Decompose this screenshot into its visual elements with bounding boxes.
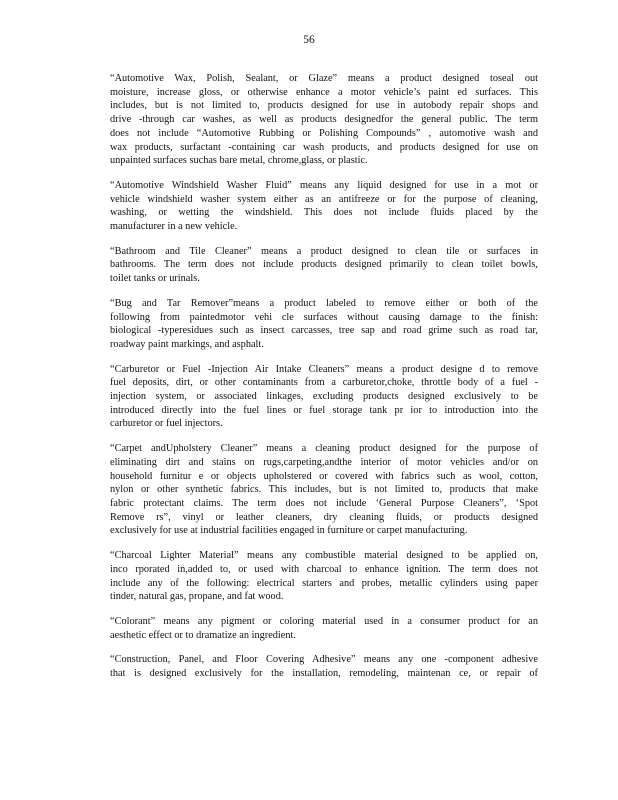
text-line: eliminating dirt and stains on rugs,carpeting,andthe interior of motor vehicles and/or on — [110, 456, 538, 468]
text-line: fuel deposits, dirt, or other contaminants from a carburetor,choke, throttle body of a fuel - — [110, 377, 538, 389]
text-line: manufacturer in a new vehicle. — [110, 221, 238, 233]
text-line: includes, but is not limited to, products designed for use in autobody repair shops and — [110, 100, 538, 112]
text-line: exclusively for use at industrial facilities engaged in furniture or carpet manufacturing. — [110, 525, 468, 537]
text-line: injection system, or associated linkages, excluding products designed exclusively to be — [110, 391, 538, 403]
text-line: “Bathroom and Tile Cleaner” means a product designed to clean tile or surfaces in — [110, 245, 538, 257]
definition-windshield-washer-fluid — [110, 179, 538, 234]
definition-carburetor-cleaners — [110, 363, 538, 432]
text-line: unpainted surfaces suchas bare metal, chrome,glass, or plastic. — [110, 155, 368, 167]
text-line: nylon or other synthetic fabrics. This includes, but is not limited to, products that make — [110, 484, 538, 496]
text-line: “Carpet andUpholstery Cleaner” means a cleaning product designed for the purpose of — [110, 443, 538, 455]
text-line: roadway paint markings, and asphalt. — [110, 338, 264, 350]
text-line: does not include “Automotive Rubbing or Polishing Compounds” , automotive wash and — [110, 127, 538, 139]
text-line: fabric protectant claims. The term does not include ‘General Purpose Cleaners”, ‘Spot — [110, 497, 538, 509]
text-line: “Bug and Tar Remover”means a product labeled to remove either or both of the — [110, 297, 538, 309]
definition-construction-adhesive — [110, 653, 538, 680]
definition-bathroom-tile-cleaner — [110, 245, 538, 286]
text-line: toilet tanks or urinals. — [110, 273, 200, 285]
text-line: that is designed exclusively for the installation, remodeling, maintenan ce, or repair of — [110, 668, 538, 680]
page-number: 56 — [303, 34, 315, 46]
text-line: “Carburetor or Fuel -Injection Air Intake Cleaners” means a product designe d to remove — [110, 363, 538, 375]
definition-colorant — [110, 615, 538, 642]
text-line: vehicle windshield washer system either as an antifreeze or for the purpose of cleaning, — [110, 193, 538, 205]
text-line: “Automotive Wax, Polish, Sealant, or Glaze” means a product designed toseal out — [110, 73, 538, 84]
text-line: “Automotive Windshield Washer Fluid” means any liquid designed for use in a mot or — [110, 179, 538, 191]
text-line: washing, or wetting the windshield. This does not include fluids placed by the — [110, 207, 538, 219]
definition-charcoal-lighter-material — [110, 549, 538, 604]
definition-carpet-upholstery-cleaner — [110, 442, 538, 538]
text-line: following from paintedmotor vehi cle surfaces without causing damage to the finish: — [110, 311, 538, 323]
text-line: aesthetic effect or to dramatize an ingredient. — [110, 629, 296, 641]
text-line: drive -through car washes, as well as products designedfor the general public. The term — [110, 114, 538, 126]
text-line: moisture, increase gloss, or otherwise enhance a motor vehicle’s paint ed surfaces. This — [110, 86, 538, 98]
definition-automotive-wax — [110, 72, 538, 168]
text-line: inco rporated in,added to, or used with charcoal to enhance ignition. The term does not — [110, 563, 538, 575]
text-line: tinder, natural gas, propane, and fat wood. — [110, 591, 284, 603]
text-line: “Charcoal Lighter Material” means any combustible material designed to be applied on, — [110, 550, 538, 562]
text-line: introduced directly into the fuel lines or fuel storage tank pr ior to introduction into the — [110, 404, 538, 416]
text-line: carburetor or fuel injectors. — [110, 418, 223, 430]
text-line: “Colorant” means any pigment or coloring material used in a consumer product for an — [110, 615, 538, 627]
text-line: bathrooms. The term does not include products designed primarily to clean toilet bowls, — [110, 259, 538, 271]
text-line: Remove rs”, vinyl or leather cleaners, dry cleaning fluids, or products designed — [110, 511, 538, 523]
definitions-list — [110, 72, 538, 692]
text-line: include any of the following: electrical starters and probes, metallic cylinders using paper — [110, 577, 538, 589]
text-line: biological -typeresidues such as insect carcasses, tree sap and road grime such as road tar, — [110, 325, 538, 337]
text-line: “Construction, Panel, and Floor Covering Adhesive” means any one -component adhesive — [110, 654, 538, 666]
definition-bug-tar-remover — [110, 297, 538, 352]
text-line: household furnitur e or objects upholstered or covered with fabrics such as wool, cotton, — [110, 470, 538, 482]
text-line: wax products, surfactant -containing car wash products, and products designed for use on — [110, 141, 538, 153]
